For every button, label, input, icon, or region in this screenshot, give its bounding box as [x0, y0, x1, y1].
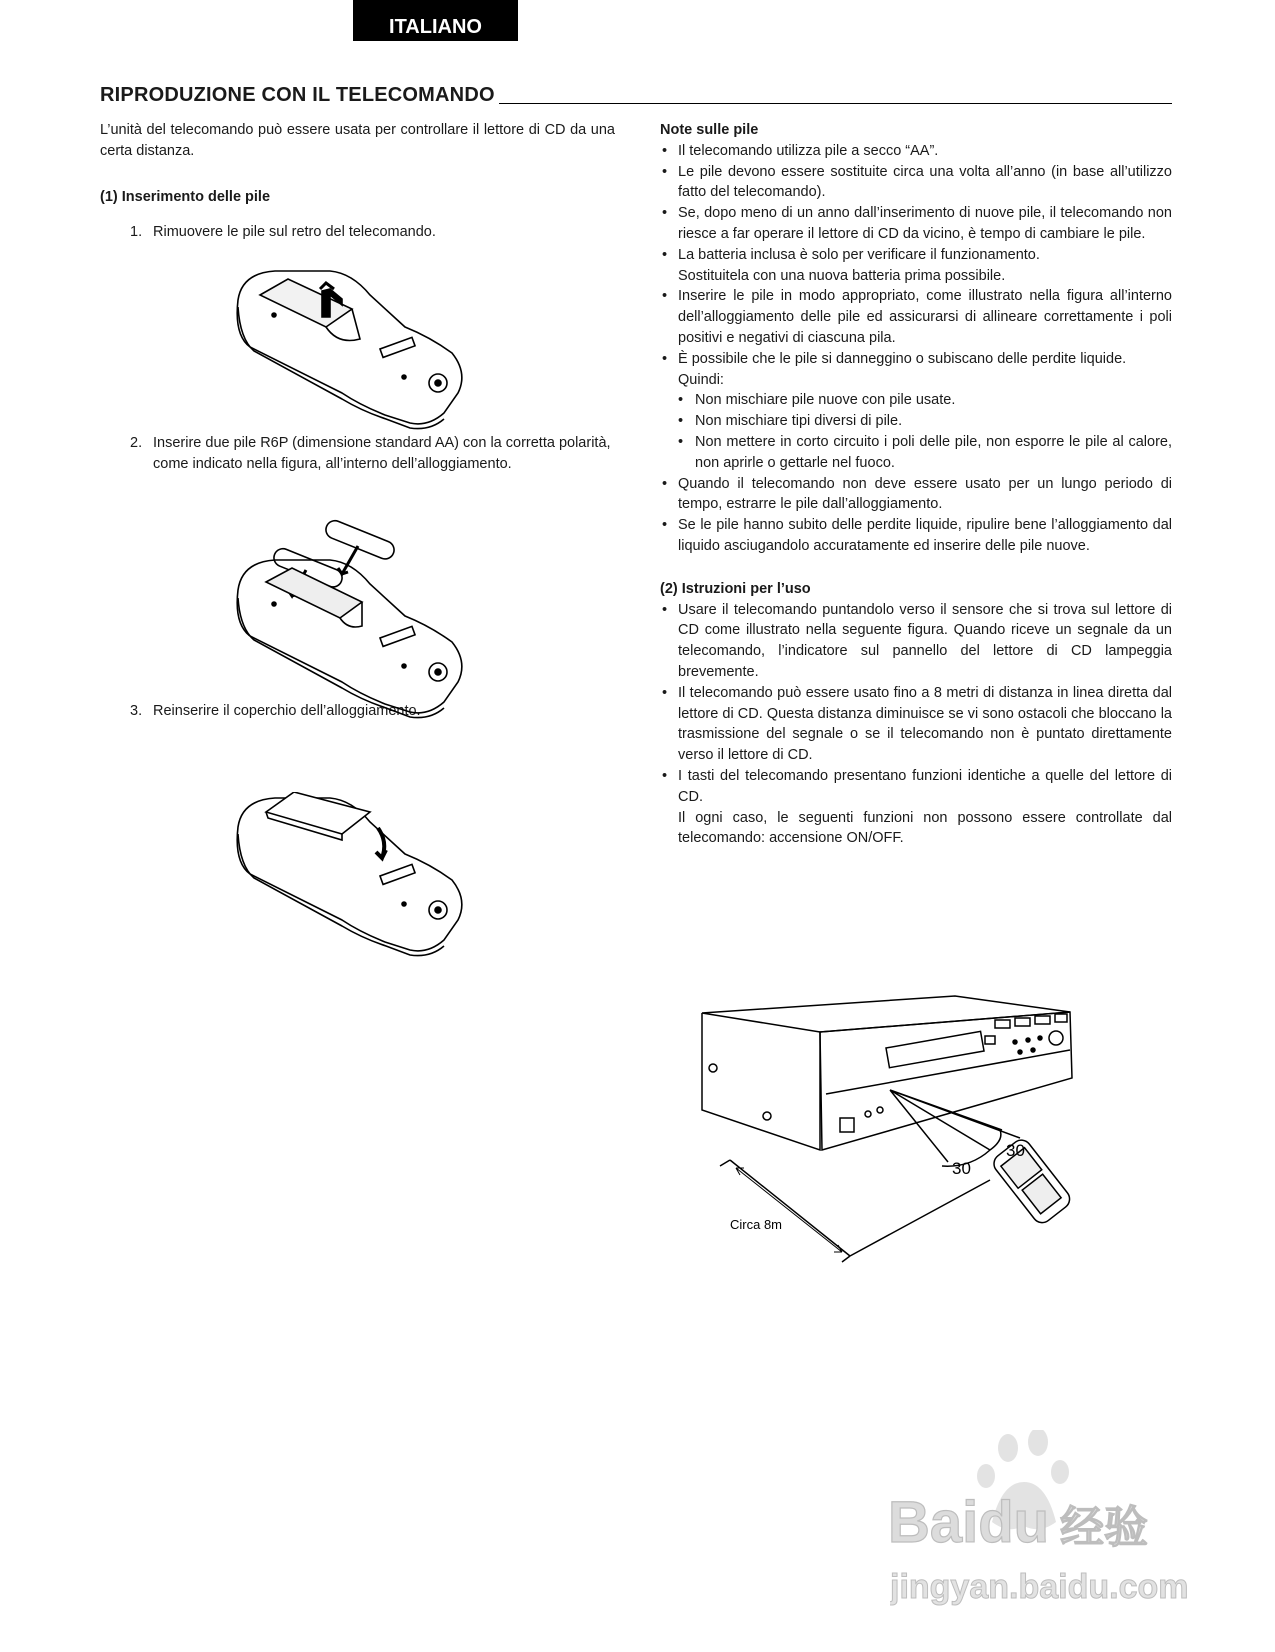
paw-logo-icon [890, 1430, 1210, 1620]
list-item: • Se le pile hanno subito delle perdite liquide, ripulire bene l’alloggiamento dal liquido asciugandolo accuratamente ed inserire delle pile nuove. [660, 515, 1172, 557]
step-text: Reinserire il coperchio dell’alloggiamento. [153, 703, 421, 719]
section1-heading: (1) Inserimento delle pile [100, 189, 271, 205]
note-line: È possibile che le pile si danneggino o subiscano delle perdite liquide. [678, 350, 1127, 367]
step-2 [100, 433, 615, 475]
page-title: RIPRODUZIONE CON IL TELECOMANDO [100, 84, 495, 106]
distance-label: Circa 8m [730, 1217, 783, 1232]
remote-insert-batteries-illustration [230, 518, 480, 738]
right-column [660, 120, 1172, 849]
cd-player-range-diagram [690, 990, 1150, 1320]
step-1 [100, 222, 615, 243]
notes-heading: Note sulle pile [660, 122, 759, 138]
angle-label: 30 [952, 1159, 971, 1178]
angle-label: 30 [1006, 1141, 1025, 1160]
step-number: 1. [130, 224, 143, 240]
usage-line: Il ogni caso, le seguenti funzioni non possono essere controllate dal telecomando: accensione ON/OFF. [678, 809, 1172, 847]
list-item: • Se, dopo meno di un anno dall’inserimento di nuove pile, il telecomando non riesce a far operare il lettore di CD da vicino, è tempo di cambiare le pile. [660, 203, 1172, 245]
step-text: Rimuovere le pile sul retro del telecomando. [153, 224, 436, 240]
note-line: Quindi: [678, 371, 724, 388]
step-text: Inserire due pile R6P (dimensione standard AA) con la corretta polarità, come indicato nella figura, all’interno dell’alloggiamento. [153, 435, 611, 472]
language-tab: ITALIANO [353, 0, 518, 41]
step-number: 2. [130, 435, 143, 451]
list-item [660, 245, 1172, 287]
battery-subnotes-list [660, 390, 1172, 473]
list-item: • Quando il telecomando non deve essere usato per un lungo periodo di tempo, estrarre le pile dall’alloggiamento. [660, 474, 1172, 516]
step-number: 3. [130, 703, 143, 719]
list-item: • Non mischiare tipi diversi di pile. [660, 411, 1172, 432]
note-line: Sostituitela con una nuova batteria prima possibile. [678, 267, 1006, 284]
section-title-row [100, 84, 1172, 107]
title-rule [499, 103, 1172, 104]
watermark-brand: Baidu [890, 1490, 1050, 1555]
list-item: • Non mettere in corto circuito i poli delle pile, non esporre le pile al calore, non aprirle o gettarle nel fuoco. [660, 432, 1172, 474]
list-item: • Non mischiare pile nuove con pile usate. [660, 390, 1172, 411]
list-item [660, 766, 1172, 849]
list-item: • Le pile devono essere sostituite circa una volta all’anno (in base all’utilizzo fatto del telecomando). [660, 162, 1172, 204]
baidu-watermark [890, 1430, 1210, 1620]
intro-paragraph: L’unità del telecomando può essere usata per controllare il lettore di CD da una certa distanza. [100, 122, 615, 159]
list-item [660, 349, 1172, 474]
list-item: • Inserire le pile in modo appropriato, come illustrato nella figura all’interno dell’alloggiamento delle pile ed assicurarsi di allineare correttamente i poli positivi e negativi di ciascuna pila. [660, 286, 1172, 348]
watermark-cn: 经验 [1060, 1502, 1148, 1553]
list-item: • Il telecomando può essere usato fino a 8 metri di distanza in linea diretta dal lettore di CD. Questa distanza diminuisce se vi sono ostacoli che bloccano la trasmissione del segnale o se il telecomando non è puntato direttamente verso il lettore di CD. [660, 683, 1172, 766]
list-item: • Usare il telecomando puntandolo verso il sensore che si trova sul lettore di CD come illustrato nella seguente figura. Quando riceve un segnale da un telecomando, l’indicatore sul pannello del lettore di CD lampeggia brevemente. [660, 600, 1172, 683]
section2-heading: (2) Istruzioni per l’uso [660, 580, 811, 597]
usage-line: I tasti del telecomando presentano funzioni identiche a quelle del lettore di CD. [678, 767, 1172, 805]
watermark-domain: jingyan.baidu.com [890, 1568, 1189, 1606]
remote-open-cover-illustration [230, 265, 480, 435]
remote-replace-cover-illustration [230, 792, 480, 972]
note-line: La batteria inclusa è solo per verificare il funzionamento. [678, 246, 1040, 263]
battery-notes-list [660, 141, 1172, 557]
list-item: • Il telecomando utilizza pile a secco “AA”. [660, 141, 1172, 162]
usage-list [660, 600, 1172, 850]
